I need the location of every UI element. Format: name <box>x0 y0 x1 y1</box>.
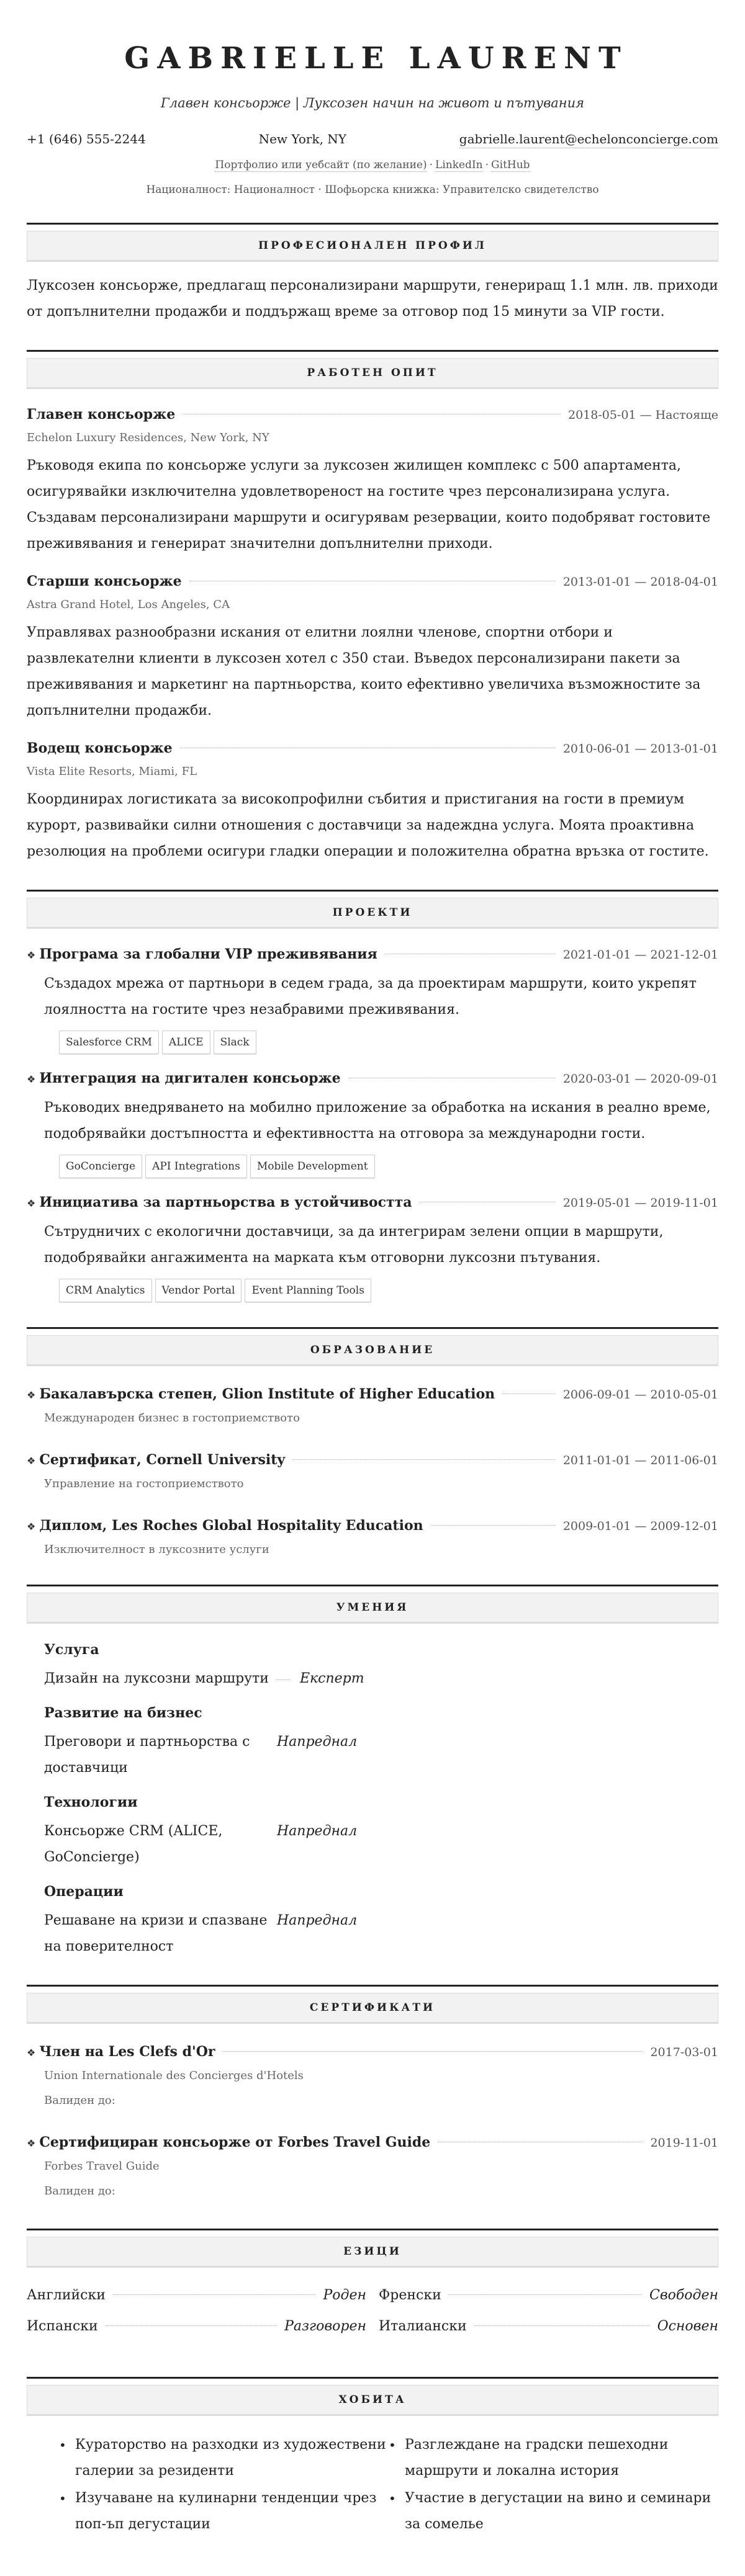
dotted-leader <box>474 2325 650 2326</box>
section-profile <box>27 223 718 325</box>
job-dates: 2018-05-01 — Настояще <box>567 408 718 422</box>
tag: Mobile Development <box>250 1155 375 1178</box>
skill-category: Технологии <box>44 1794 138 1810</box>
tag: Slack <box>214 1031 256 1054</box>
linkedin-link[interactable]: LinkedIn <box>435 159 483 171</box>
project-entry <box>27 944 718 1054</box>
skill-category: Операции <box>44 1884 124 1900</box>
education-entry <box>27 1449 718 1494</box>
diamond-bullet-icon: ❖ <box>27 2047 36 2059</box>
tag: ALICE <box>162 1031 210 1054</box>
certification-valid-until: Валиден до: <box>44 2094 115 2107</box>
company: Echelon Luxury Residences, New York, NY <box>27 431 269 444</box>
skill-name: Решаване на кризи и спазване на поверителност <box>44 1913 268 1954</box>
project-dates: 2019-05-01 — 2019-11-01 <box>562 1196 718 1210</box>
project-tags <box>27 1279 718 1302</box>
portfolio-link[interactable]: Портфолио или уебсайт (по желание) <box>215 159 427 171</box>
hobby-item: • Участие в дегустации на вино и семинари за сомелье <box>389 2485 718 2538</box>
language-name: Английски <box>27 2288 106 2303</box>
dotted-leader <box>106 2325 277 2326</box>
dotted-leader <box>276 1679 290 1680</box>
language-list <box>27 2283 718 2340</box>
language-level: Свободен <box>649 2288 718 2303</box>
language-level: Основен <box>657 2319 718 2334</box>
section-heading: ПРОЕКТИ <box>27 898 718 929</box>
education-dates: 2009-01-01 — 2009-12-01 <box>562 1519 718 1533</box>
degree-title: Бакалавърска степен, Glion Institute of Higher Education <box>39 1386 495 1402</box>
profile-links <box>27 157 718 173</box>
personal-meta: Националност: Националност · Шофьорска книжка: Управителско свидетелство <box>146 184 599 196</box>
degree-title: Диплом, Les Roches Global Hospitality Education <box>39 1518 423 1534</box>
language-level: Разговорен <box>284 2319 366 2334</box>
skill-name: Дизайн на луксозни маршрути <box>44 1671 269 1686</box>
experience-entry <box>27 738 718 865</box>
skill-level: Напреднал <box>277 1823 358 1839</box>
project-dates: 2020-03-01 — 2020-09-01 <box>562 1072 718 1086</box>
degree-title: Сертификат, Cornell University <box>39 1452 286 1468</box>
tag: Salesforce CRM <box>59 1031 159 1054</box>
section-languages <box>27 2229 718 2352</box>
skill-category: Развитие на бизнес <box>44 1705 202 1721</box>
project-tags <box>27 1155 718 1178</box>
dotted-leader <box>113 2294 316 2295</box>
skill-level: Напреднал <box>277 1913 358 1928</box>
skill-name: Консьорже CRM (ALICE, GoConcierge) <box>44 1823 223 1865</box>
hobby-item: • Разглеждане на градски пешеходни маршрути и локална история <box>389 2432 718 2484</box>
contact-row <box>27 130 718 148</box>
language-name: Френски <box>379 2288 441 2303</box>
section-heading: ХОБИТА <box>27 2385 718 2416</box>
dotted-leader <box>292 1459 556 1460</box>
diamond-bullet-icon: ❖ <box>27 1197 36 1209</box>
section-heading: ЕЗИЦИ <box>27 2237 718 2268</box>
certification-valid-until: Валиден до: <box>44 2185 115 2198</box>
skill-name: Преговори и партньорства с доставчици <box>44 1734 250 1776</box>
certification-title: Член на Les Clefs d'Or <box>39 2044 215 2060</box>
skill-group <box>27 1790 718 1871</box>
project-dates: 2021-01-01 — 2021-12-01 <box>562 948 718 962</box>
section-education <box>27 1327 718 1560</box>
project-tags <box>27 1031 718 1054</box>
certification-date: 2019-11-01 <box>650 2136 718 2150</box>
education-dates: 2011-01-01 — 2011-06-01 <box>562 1454 718 1467</box>
language-level: Роден <box>323 2288 366 2303</box>
skill-row <box>44 1818 392 1871</box>
project-title: Инициатива за партньорства в устойчивостта <box>39 1194 412 1210</box>
project-description: Сътрудничих с екологични доставчици, за да интегрирам зелени опции в маршрути, подобрявайки ангажимента на марката към отговорни луксозни пътувания. <box>44 1224 664 1266</box>
candidate-name: GABRIELLE LAURENT <box>124 41 628 76</box>
github-link[interactable]: GitHub <box>491 159 530 171</box>
project-entry <box>27 1068 718 1178</box>
field-of-study: Изключителност в луксозните услуги <box>44 1543 269 1556</box>
dotted-leader <box>431 1525 556 1526</box>
certification-issuer: Union Internationale des Concierges d'Hotels <box>44 2069 304 2082</box>
tag: Event Planning Tools <box>245 1279 371 1302</box>
job-title: Главен консьорже <box>27 406 176 423</box>
skill-level: Експерт <box>299 1671 364 1686</box>
language-name: Италиански <box>379 2319 467 2334</box>
section-hobbies <box>27 2377 718 2539</box>
dotted-leader <box>222 2051 643 2052</box>
section-heading: УМЕНИЯ <box>27 1593 718 1624</box>
project-title: Интеграция на дигитален консьорже <box>39 1070 341 1086</box>
section-experience <box>27 350 718 865</box>
section-heading: ПРОФЕСИОНАЛЕН ПРОФИЛ <box>27 231 718 262</box>
hobby-item: • Кураторство на разходки из художествени галерии за резиденти <box>59 2432 389 2484</box>
diamond-bullet-icon: ❖ <box>27 949 36 961</box>
tag: CRM Analytics <box>59 1279 152 1302</box>
skill-row <box>44 1729 392 1781</box>
dotted-leader <box>449 2294 642 2295</box>
job-dates: 2010-06-01 — 2013-01-01 <box>562 742 718 756</box>
section-heading: СЕРТИФИКАТИ <box>27 1993 718 2024</box>
phone[interactable]: +1 (646) 555-2244 <box>27 132 146 146</box>
certification-entry <box>27 2132 718 2204</box>
job-description: Управлявах разнообразни искания от елитни лоялни членове, спортни отбори и развлекателни клиенти в луксозен хотел с 350 стаи. Въведох персонализирани пакети за преживявания и маркетинг на партньорства, които ефективно увеличиха възможностите за допълнителни продажби. <box>27 625 701 718</box>
diamond-bullet-icon: ❖ <box>27 1521 36 1532</box>
experience-entry <box>27 571 718 724</box>
separator: · <box>429 159 433 171</box>
certification-issuer: Forbes Travel Guide <box>44 2160 160 2173</box>
dotted-leader <box>502 1393 556 1394</box>
education-entry <box>27 1384 718 1428</box>
diamond-bullet-icon: ❖ <box>27 1455 36 1467</box>
company: Vista Elite Resorts, Miami, FL <box>27 765 197 778</box>
project-title: Програма за глобални VIP преживявания <box>39 946 377 962</box>
company: Astra Grand Hotel, Los Angeles, CA <box>27 598 230 611</box>
job-description: Ръководя екипа по консьорже услуги за луксозен жилищен комплекс с 500 апартамента, осигурявайки изключителна удовлетвореност на гостите чрез персонализирана услуга. Създавам персонализирани маршрути и осигурявам резервации, които подобряват гостовите преживявания и генерират значителни допълнителни приходи. <box>27 458 711 552</box>
language-name: Испански <box>27 2319 98 2334</box>
certification-title: Сертифициран консьорже от Forbes Travel Guide <box>39 2134 431 2150</box>
section-certifications <box>27 1985 718 2204</box>
project-description: Създадох мрежа от партньори в седем града, за да проектирам маршрути, които укрепят лоялността на гостите чрез незабравими преживявания. <box>44 976 697 1017</box>
separator: · <box>485 159 489 171</box>
experience-entry <box>27 404 718 557</box>
diamond-bullet-icon: ❖ <box>27 1389 36 1401</box>
language-item <box>379 2314 718 2340</box>
skill-group <box>27 1701 718 1781</box>
hobby-list <box>27 2432 718 2539</box>
diamond-bullet-icon: ❖ <box>27 1073 36 1085</box>
section-skills <box>27 1585 718 1960</box>
skill-row <box>44 1908 392 1960</box>
section-projects <box>27 890 718 1302</box>
hobby-item: • Изучаване на кулинарни тенденции чрез поп-ъп дегустации <box>59 2485 389 2538</box>
job-dates: 2013-01-01 — 2018-04-01 <box>562 575 718 589</box>
tag: GoConcierge <box>59 1155 142 1178</box>
language-item <box>27 2283 366 2309</box>
tag: API Integrations <box>145 1155 247 1178</box>
candidate-title: Главен консьорже | Луксозен начин на живот и пътувания <box>160 96 585 110</box>
certification-date: 2017-03-01 <box>650 2046 718 2059</box>
certification-entry <box>27 2041 718 2113</box>
project-entry <box>27 1192 718 1302</box>
resume-header <box>27 0 718 198</box>
project-description: Ръководих внедряването на мобилно приложение за обработка на искания в реално време, подобрявайки достъпността и ефективността на отговора за международни гости. <box>44 1100 711 1142</box>
skill-category: Услуга <box>44 1642 99 1658</box>
language-item <box>27 2314 366 2340</box>
field-of-study: Международен бизнес в гостоприемството <box>44 1411 300 1424</box>
job-title: Водещ консьорже <box>27 740 173 756</box>
skill-group <box>27 1637 718 1692</box>
job-description: Координирах логистиката за високопрофилни събития и пристигания на гости в премиум курорт, развивайки силни отношения с доставчици за надеждна услуга. Моята проактивна резолюция на проблеми осигури гладки операции и положителна обратна връзка от гостите. <box>27 792 709 859</box>
section-heading: РАБОТЕН ОПИТ <box>27 358 718 389</box>
language-item <box>379 2283 718 2309</box>
skill-level: Напреднал <box>277 1734 358 1750</box>
education-dates: 2006-09-01 — 2010-05-01 <box>562 1388 718 1402</box>
job-title: Старши консьорже <box>27 573 182 589</box>
profile-summary: Луксозен консьорже, предлагащ персонализирани маршрути, генериращ 1.1 млн. лв. приходи от допълнителни продажби и поддържащ време за отговор под 15 минути за VIP гости. <box>27 278 718 320</box>
location: New York, NY <box>258 132 346 146</box>
skill-row <box>44 1666 392 1692</box>
education-entry <box>27 1515 718 1560</box>
field-of-study: Управление на гостоприемството <box>44 1477 244 1490</box>
email-link[interactable]: gabrielle.laurent@echelonconcierge.com <box>459 130 718 148</box>
diamond-bullet-icon: ❖ <box>27 2137 36 2149</box>
skill-group <box>27 1879 718 1960</box>
tag: Vendor Portal <box>155 1279 242 1302</box>
section-heading: ОБРАЗОВАНИЕ <box>27 1335 718 1366</box>
